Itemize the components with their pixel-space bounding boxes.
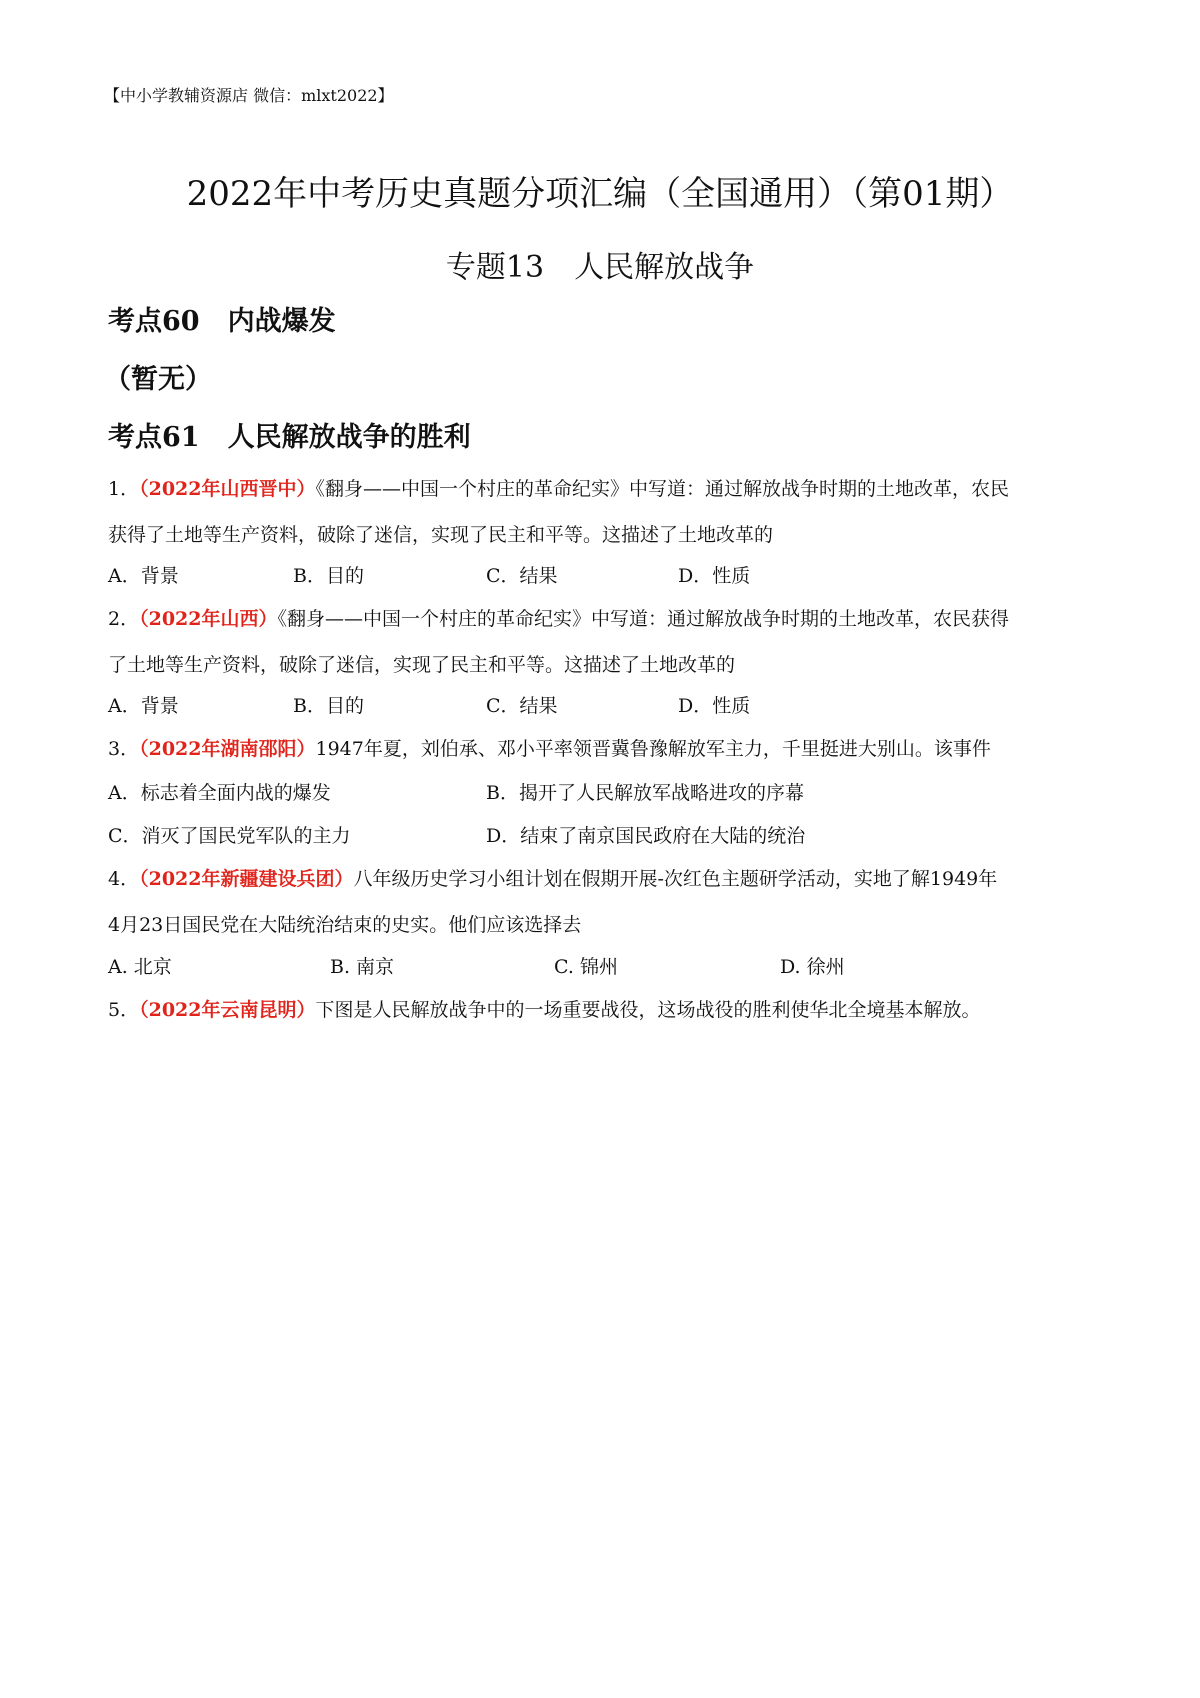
question-source: （2022年新疆建设兵团） xyxy=(139,868,354,890)
question-text: 下图是人民解放战争中的一场重要战役，这场战役的胜利使华北全境基本解放。 xyxy=(315,999,981,1021)
section-heading-61 xyxy=(108,420,471,456)
option-c: C．消灭了国民党军队的主力 xyxy=(108,825,351,847)
option-a: A. 北京 xyxy=(108,956,172,978)
option-b: B. 南京 xyxy=(330,956,395,978)
page-subtitle: 专题13 人民解放战争 xyxy=(445,250,755,285)
question-number: 3． xyxy=(108,738,140,760)
question-3-options-row-2 xyxy=(108,813,1098,859)
question-text: 《翻身——中国一个村庄的革命纪实》中写道：通过解放战争时期的土地改革，农民 xyxy=(315,478,1009,500)
section-heading-60 xyxy=(108,304,336,340)
option-b: B．揭开了人民解放军战略进攻的序幕 xyxy=(486,782,804,804)
question-line xyxy=(108,726,1098,772)
question-2-options xyxy=(108,683,1098,729)
question-line xyxy=(108,987,1098,1033)
question-4 xyxy=(108,856,1098,948)
option-b: B．目的 xyxy=(293,565,364,587)
question-line: 获得了土地等生产资料，破除了迷信，实现了民主和平等。这描述了土地改革的 xyxy=(108,524,774,546)
question-number: 4． xyxy=(108,868,140,890)
option-a: A．标志着全面内战的爆发 xyxy=(108,782,331,804)
page-title: 2022年中考历史真题分项汇编（全国通用）（第01期） xyxy=(186,174,1014,214)
question-number: 5． xyxy=(108,999,140,1021)
question-number: 1． xyxy=(108,478,140,500)
question-line: 了土地等生产资料，破除了迷信，实现了民主和平等。这描述了土地改革的 xyxy=(108,654,736,676)
section-note: （暂无） xyxy=(104,364,212,395)
question-number: 2． xyxy=(108,608,140,630)
question-source: （2022年山西） xyxy=(139,608,278,630)
question-3-options-row-1 xyxy=(108,770,1098,816)
option-c: C．结果 xyxy=(486,695,558,717)
question-line xyxy=(108,856,1098,902)
header-note: 【中小学教辅资源店 微信：mlxt2022】 xyxy=(104,86,394,105)
question-1 xyxy=(108,466,1098,558)
option-b: B．目的 xyxy=(293,695,364,717)
question-3 xyxy=(108,726,1098,772)
question-source: （2022年山西晋中） xyxy=(139,478,316,500)
question-text: 《翻身——中国一个村庄的革命纪实》中写道：通过解放战争时期的土地改革，农民获得 xyxy=(277,608,1009,630)
option-c: C．结果 xyxy=(486,565,558,587)
option-d: D．结束了南京国民政府在大陆的统治 xyxy=(486,825,806,847)
question-1-options xyxy=(108,553,1098,599)
section-name: 人民解放战争的胜利 xyxy=(227,422,471,453)
question-text: 1947年夏，刘伯承、邓小平率领晋冀鲁豫解放军主力，千里挺进大别山。该事件 xyxy=(315,738,991,760)
option-a: A．背景 xyxy=(108,695,179,717)
section-code: 考点60 xyxy=(108,306,200,337)
question-2 xyxy=(108,596,1098,688)
question-line: 4月23日国民党在大陆统治结束的史实。他们应该选择去 xyxy=(108,914,582,936)
section-name: 内战爆发 xyxy=(227,306,336,337)
option-d: D．性质 xyxy=(678,565,751,587)
section-code: 考点61 xyxy=(108,422,200,453)
question-source: （2022年湖南邵阳） xyxy=(139,738,316,760)
question-line xyxy=(108,596,1098,642)
question-line xyxy=(108,466,1098,512)
question-4-options xyxy=(108,944,1098,990)
question-text: 八年级历史学习小组计划在假期开展-次红色主题研学活动，实地了解1949年 xyxy=(353,868,998,890)
option-d: D．性质 xyxy=(678,695,751,717)
option-a: A．背景 xyxy=(108,565,179,587)
question-source: （2022年云南昆明） xyxy=(139,999,316,1021)
question-5 xyxy=(108,987,1098,1033)
option-c: C. 锦州 xyxy=(554,956,618,978)
option-d: D. 徐州 xyxy=(780,956,845,978)
